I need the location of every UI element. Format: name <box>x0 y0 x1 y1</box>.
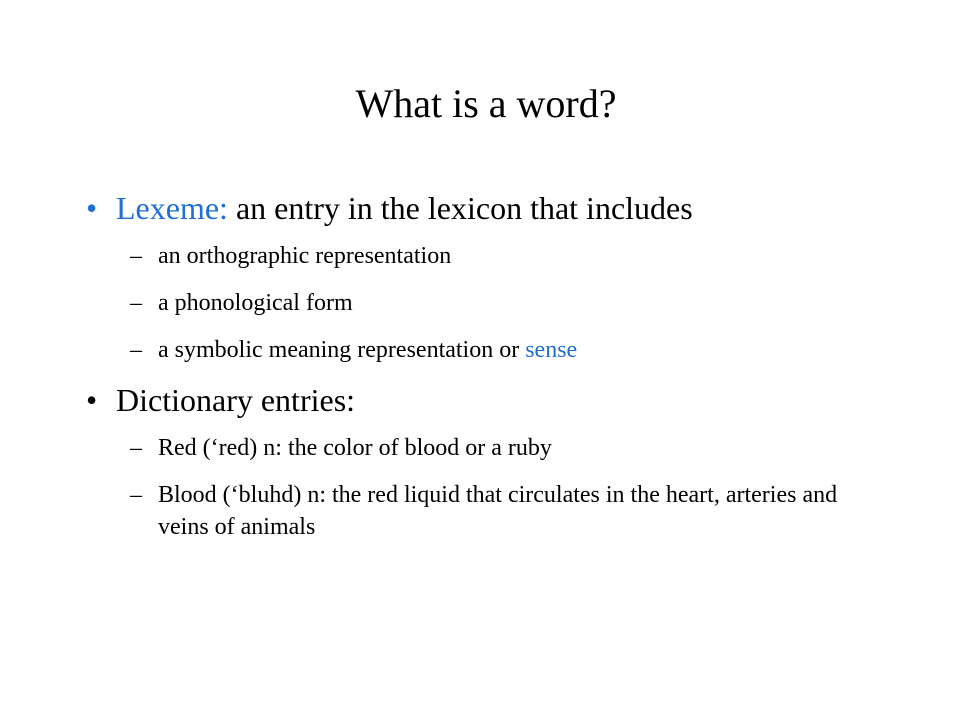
subitem-orthographic <box>130 240 850 272</box>
lexeme-definition: an entry in the lexicon that includes <box>227 190 693 226</box>
lexeme-term: Lexeme: <box>116 190 228 226</box>
sense-term: sense <box>525 337 578 363</box>
dash-marker: – <box>130 435 142 461</box>
meaning-text: a symbolic meaning representation or <box>158 337 526 363</box>
subitem-text <box>158 334 850 366</box>
bullet-marker: • <box>86 190 98 226</box>
slide-title: What is a word? <box>355 81 617 126</box>
bullet-text: Dictionary entries: <box>116 382 356 418</box>
subitem-phonological <box>130 287 850 319</box>
subitem-red-entry <box>130 432 850 464</box>
subitem-blood-entry <box>130 479 850 543</box>
subitem-text: an orthographic representation <box>158 243 452 269</box>
bullet-text <box>116 188 693 228</box>
subitem-meaning <box>130 334 850 366</box>
dash-marker: – <box>130 482 142 508</box>
dash-marker: – <box>130 337 142 363</box>
dash-marker: – <box>130 243 142 269</box>
subitem-text: Red (‘red) n: the color of blood or a ruby <box>158 435 552 461</box>
subitem-text: Blood (‘bluhd) n: the red liquid that circulates in the heart, arteries and veins of animals <box>158 482 838 540</box>
dash-marker: – <box>130 290 142 316</box>
bullet-marker: • <box>86 382 98 418</box>
subitem-text: a phonological form <box>158 290 353 316</box>
